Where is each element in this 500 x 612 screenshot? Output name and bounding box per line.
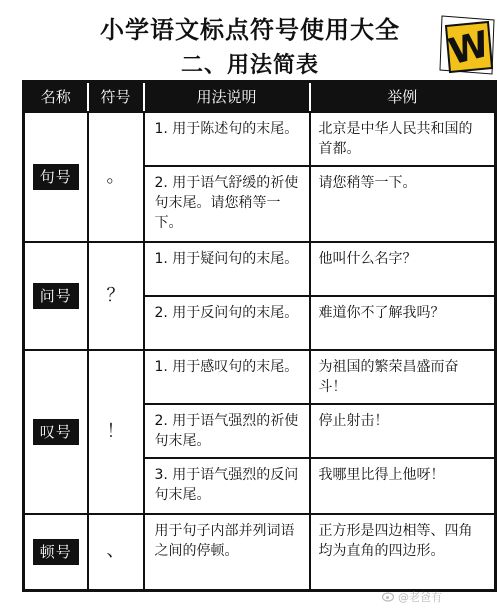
punctuation-name: 顿号 (33, 539, 79, 565)
punctuation-symbol: ！ (106, 420, 125, 442)
punctuation-symbol: ？ (106, 284, 125, 306)
header-example: 举例 (310, 82, 496, 113)
weibo-icon (382, 590, 396, 602)
usage-cell: 3. 用于语气强烈的反问句末尾。 (144, 458, 310, 514)
name-cell (24, 514, 88, 590)
symbol-cell (88, 112, 144, 242)
usage-cell: 1. 用于陈述句的末尾。 (144, 112, 310, 166)
table-row (24, 242, 496, 296)
usage-cell: 1. 用于感叹句的末尾。 (144, 350, 310, 404)
punctuation-symbol: 。 (106, 165, 125, 187)
punctuation-name: 叹号 (33, 419, 79, 445)
example-cell: 我哪里比得上他呀！ (310, 458, 496, 514)
name-cell (24, 350, 88, 514)
punctuation-symbol: 、 (106, 540, 125, 562)
usage-cell: 2. 用于反问句的末尾。 (144, 296, 310, 350)
usage-cell: 2. 用于语气强烈的祈使句末尾。 (144, 404, 310, 458)
example-cell: 为祖国的繁荣昌盛而奋斗！ (310, 350, 496, 404)
symbol-cell (88, 242, 144, 350)
usage-cell: 用于句子内部并列词语之间的停顿。 (144, 514, 310, 590)
example-cell: 正方形是四边相等、四角均为直角的四边形。 (310, 514, 496, 590)
page-subtitle: 二、用法简表 (180, 52, 319, 78)
symbol-cell (88, 350, 144, 514)
punctuation-usage-table (22, 80, 497, 592)
table-row (24, 514, 496, 590)
name-cell (24, 242, 88, 350)
example-cell: 请您稍等一下。 (310, 166, 496, 242)
example-cell: 他叫什么名字？ (310, 242, 496, 296)
logo-letter: W (444, 23, 494, 74)
page-title: 小学语文标点符号使用大全 (100, 16, 400, 44)
example-cell: 停止射击！ (310, 404, 496, 458)
header-name: 名称 (24, 82, 88, 113)
watermark: @老爸有 (398, 591, 442, 604)
usage-cell: 2. 用于语气舒缓的祈使句末尾。请您稍等一下。 (144, 166, 310, 242)
punctuation-name: 句号 (33, 164, 79, 190)
header-usage: 用法说明 (144, 82, 310, 113)
name-cell (24, 112, 88, 242)
header-symbol: 符号 (88, 82, 144, 113)
w-logo-icon (436, 12, 498, 78)
table-header-row (24, 82, 496, 113)
usage-cell: 1. 用于疑问句的末尾。 (144, 242, 310, 296)
example-cell: 北京是中华人民共和国的首都。 (310, 112, 496, 166)
punctuation-name: 问号 (33, 283, 79, 309)
example-cell: 难道你不了解我吗？ (310, 296, 496, 350)
symbol-cell (88, 514, 144, 590)
table-row (24, 112, 496, 166)
table-row (24, 350, 496, 404)
